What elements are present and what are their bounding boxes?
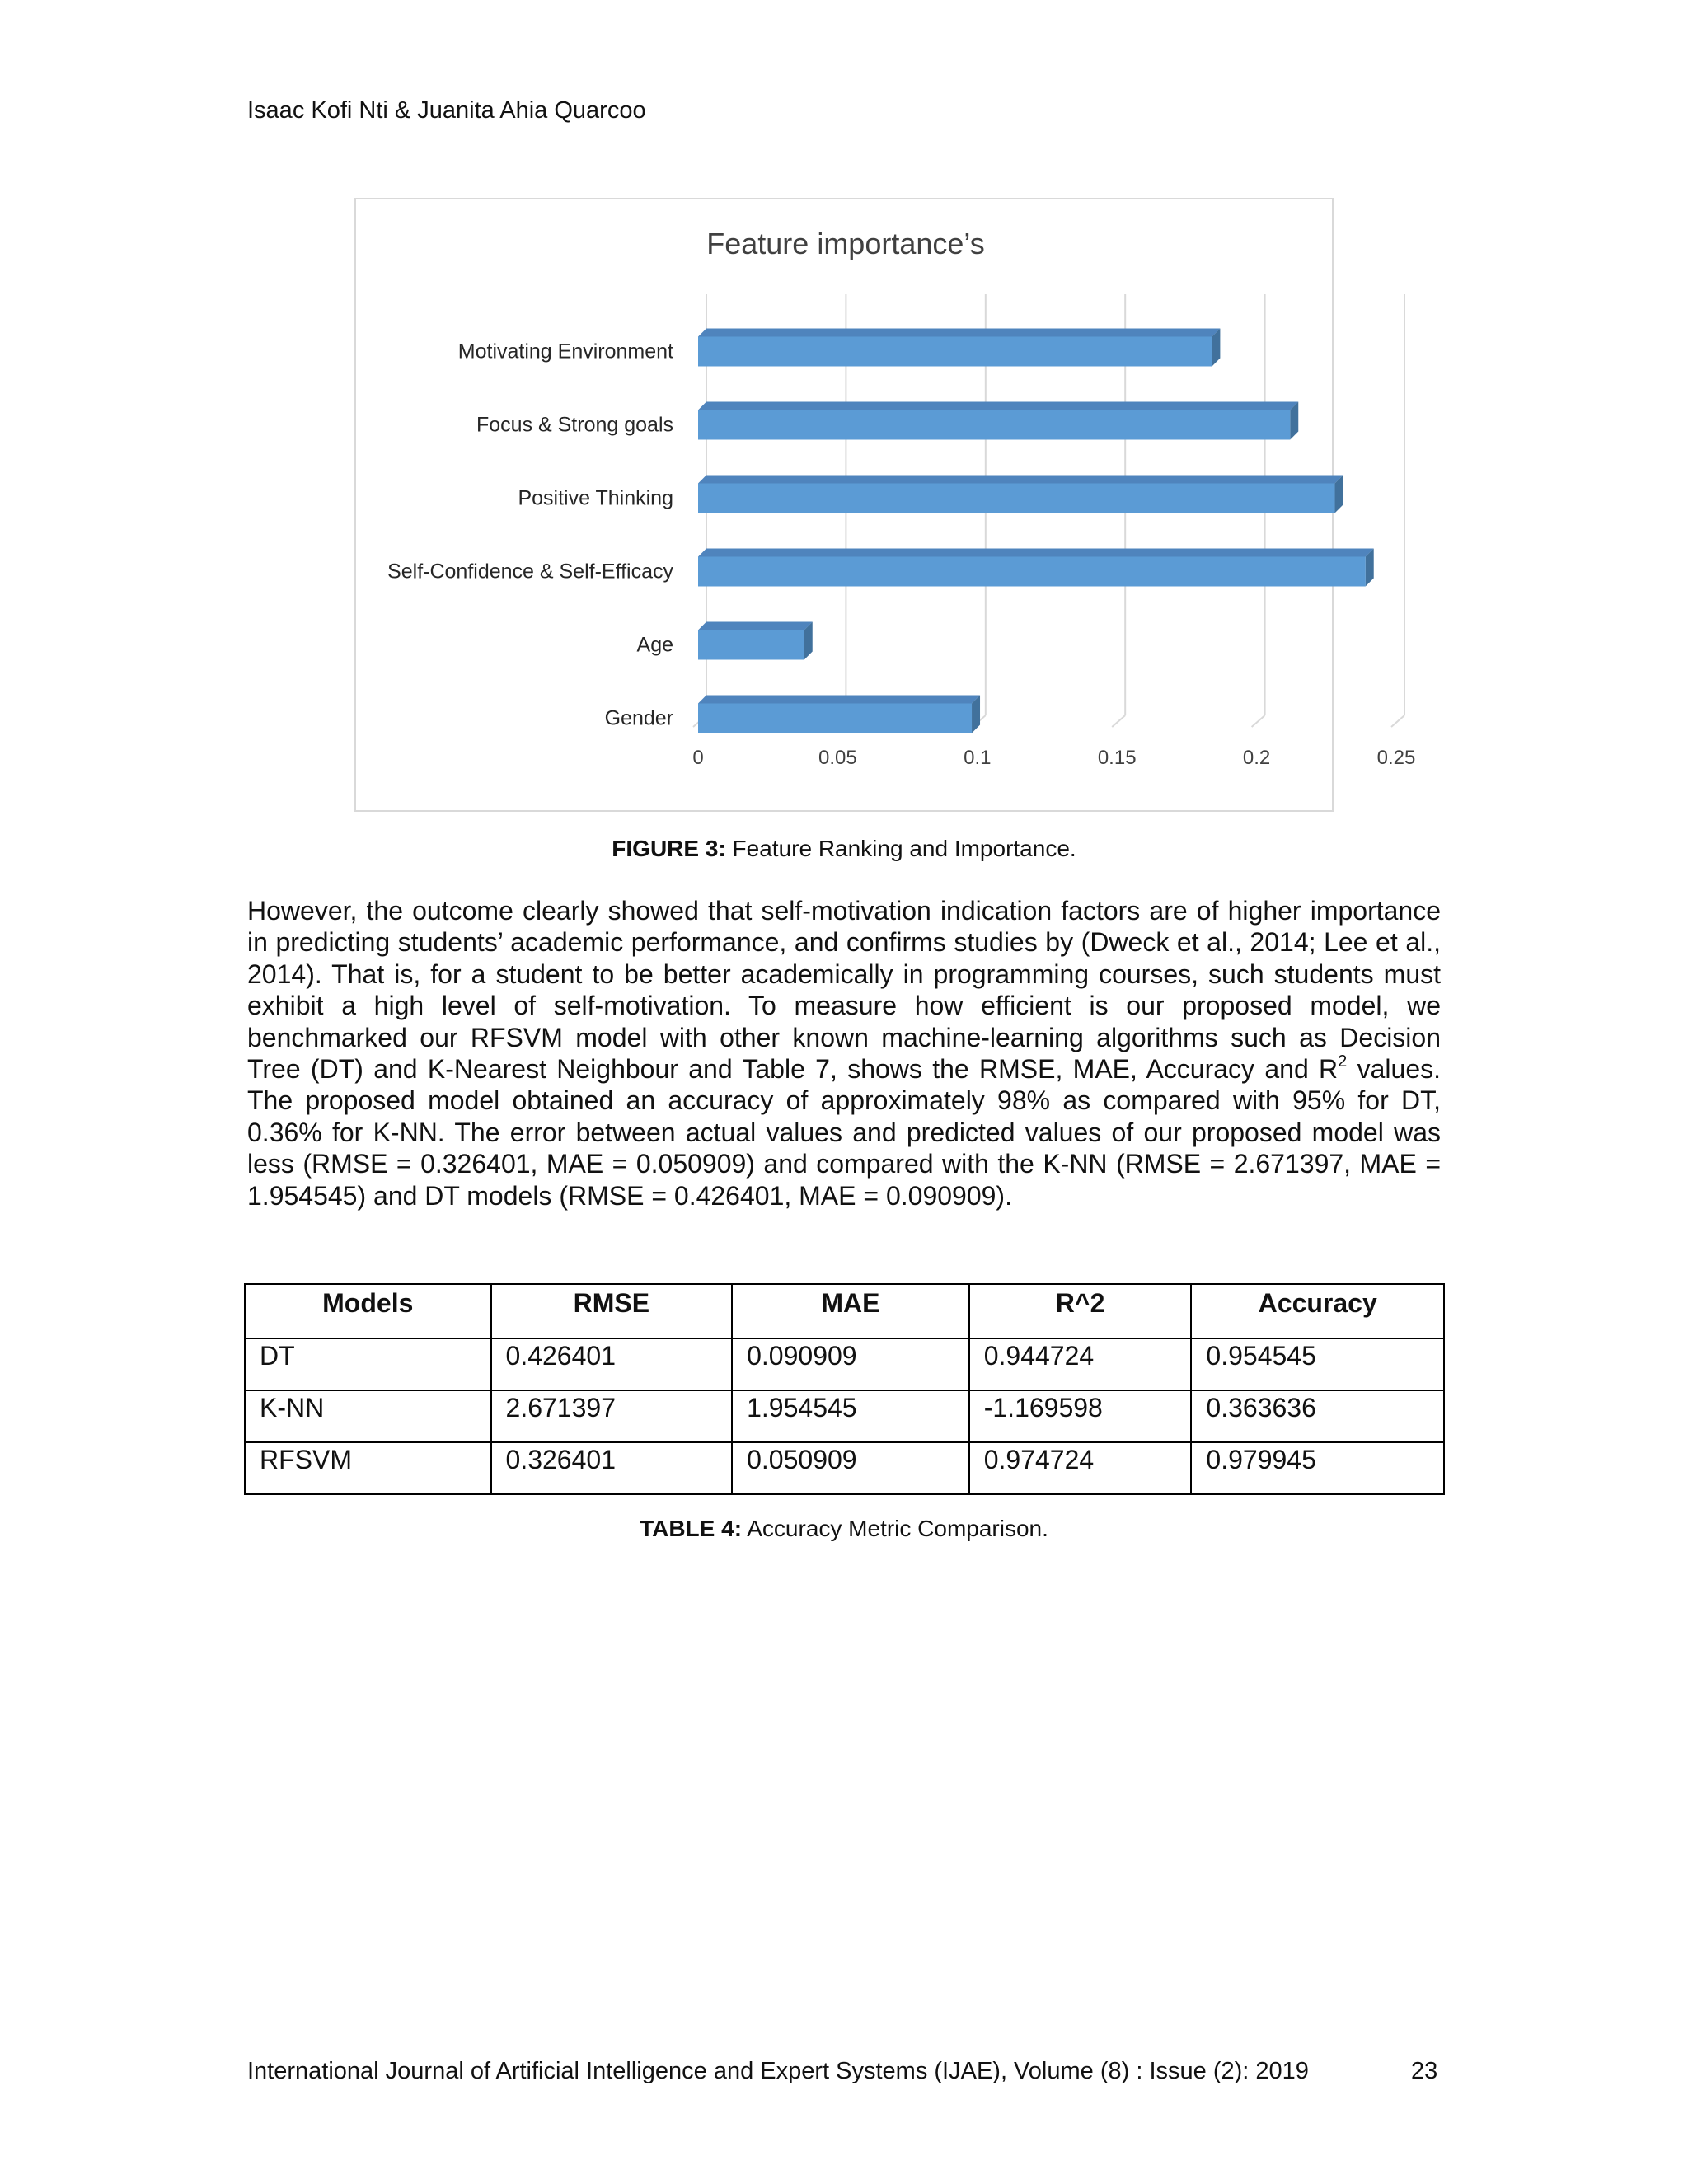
table-cell: 0.954545 — [1191, 1338, 1444, 1390]
table-caption — [0, 1516, 1688, 1542]
page-number: 23 — [1411, 2058, 1438, 2084]
category-label: Motivating Environment — [457, 340, 673, 363]
table-cell: RFSVM — [245, 1442, 491, 1494]
table-cell: 0.979945 — [1191, 1442, 1444, 1494]
figure-caption-label: FIGURE 3: — [612, 836, 726, 861]
column-header-rmse: RMSE — [491, 1284, 733, 1338]
x-tick-label: 0 — [692, 747, 704, 769]
accuracy-metric-table — [244, 1283, 1445, 1495]
bar — [698, 557, 1366, 587]
category-label: Focus & Strong goals — [476, 413, 673, 437]
table-row — [245, 1338, 1444, 1390]
table-cell: K-NN — [245, 1390, 491, 1442]
bar-top-face — [698, 696, 980, 704]
column-header-models: Models — [245, 1284, 491, 1338]
table-caption-label: TABLE 4: — [640, 1516, 743, 1541]
category-label: Age — [636, 633, 673, 657]
bar — [698, 484, 1334, 513]
table-cell: 0.090909 — [732, 1338, 969, 1390]
category-label: Self-Confidence & Self-Efficacy — [387, 560, 673, 583]
bar-top-face — [698, 622, 813, 630]
x-tick-label: 0.05 — [818, 747, 857, 769]
x-tick-label: 0.1 — [964, 747, 992, 769]
gridline — [1252, 715, 1265, 727]
gridline — [1112, 715, 1125, 727]
category-label: Gender — [604, 706, 673, 730]
column-header-accuracy: Accuracy — [1191, 1284, 1444, 1338]
table-header-row — [245, 1284, 1444, 1338]
figure-caption — [0, 836, 1688, 862]
bar-top-face — [698, 476, 1343, 484]
body-paragraph — [247, 895, 1441, 1212]
bar — [698, 630, 804, 660]
x-tick-label: 0.25 — [1376, 747, 1416, 769]
bar-top-face — [698, 402, 1298, 410]
table-cell: 0.426401 — [491, 1338, 733, 1390]
table-cell: 0.974724 — [969, 1442, 1192, 1494]
category-label: Positive Thinking — [518, 486, 673, 510]
feature-importance-chart — [354, 198, 1416, 812]
table-caption-text: Accuracy Metric Comparison. — [742, 1516, 1048, 1541]
bar-top-face — [698, 329, 1220, 337]
chart-canvas — [356, 199, 1416, 813]
gridline — [1391, 715, 1404, 727]
superscript-2: 2 — [1338, 1052, 1348, 1071]
bar — [698, 704, 972, 733]
chart-title: Feature importance’s — [706, 227, 985, 260]
paragraph-part-2: values. The proposed model obtained an accuracy of approximately 98% as compared with 95% for DT, 0.36% for K-NN. The error between actual values and predicted values of our proposed model was less (RMSE = 0.326401, MAE = 0.050909) and compared with the K-NN (RMSE = 2.671397, MAE = 1.954545) and DT models (RMSE = 0.426401, MAE = 0.090909). — [247, 1054, 1442, 1211]
bar — [698, 410, 1290, 440]
table-cell: -1.169598 — [969, 1390, 1192, 1442]
running-head-authors: Isaac Kofi Nti & Juanita Ahia Quarcoo — [247, 97, 646, 124]
table-cell: 0.944724 — [969, 1338, 1192, 1390]
x-tick-label: 0.15 — [1097, 747, 1137, 769]
table-cell: 0.050909 — [732, 1442, 969, 1494]
bar-top-face — [698, 549, 1374, 557]
footer-journal-citation: International Journal of Artificial Intelligence and Expert Systems (IJAE), Volume (8) : Issue (2): 2019 — [247, 2058, 1309, 2084]
bar — [698, 337, 1212, 367]
table-cell: DT — [245, 1338, 491, 1390]
table-row — [245, 1390, 1444, 1442]
table-cell: 0.363636 — [1191, 1390, 1444, 1442]
column-header-r2: R^2 — [969, 1284, 1192, 1338]
figure-caption-text: Feature Ranking and Importance. — [725, 836, 1076, 861]
table-cell: 1.954545 — [732, 1390, 969, 1442]
table-cell: 2.671397 — [491, 1390, 733, 1442]
paragraph-part-1: However, the outcome clearly showed that self-motivation indication factors are of higher importance in predicting students’ academic performance, and confirms studies by (Dweck et al., 2014; Lee et al., 2014). That is, for a student to be better academically in programming courses, such students must exhibit a high level of self-motivation. To measure how efficient is our proposed model, we benchmarked our RFSVM model with other known machine-learning algorithms such as Decision Tree (DT) and K-Nearest Neighbour and Table 7, shows the RMSE, MAE, Accuracy and R — [247, 896, 1441, 1085]
table-row — [245, 1442, 1444, 1494]
x-tick-label: 0.2 — [1242, 747, 1271, 769]
column-header-mae: MAE — [732, 1284, 969, 1338]
table-cell: 0.326401 — [491, 1442, 733, 1494]
